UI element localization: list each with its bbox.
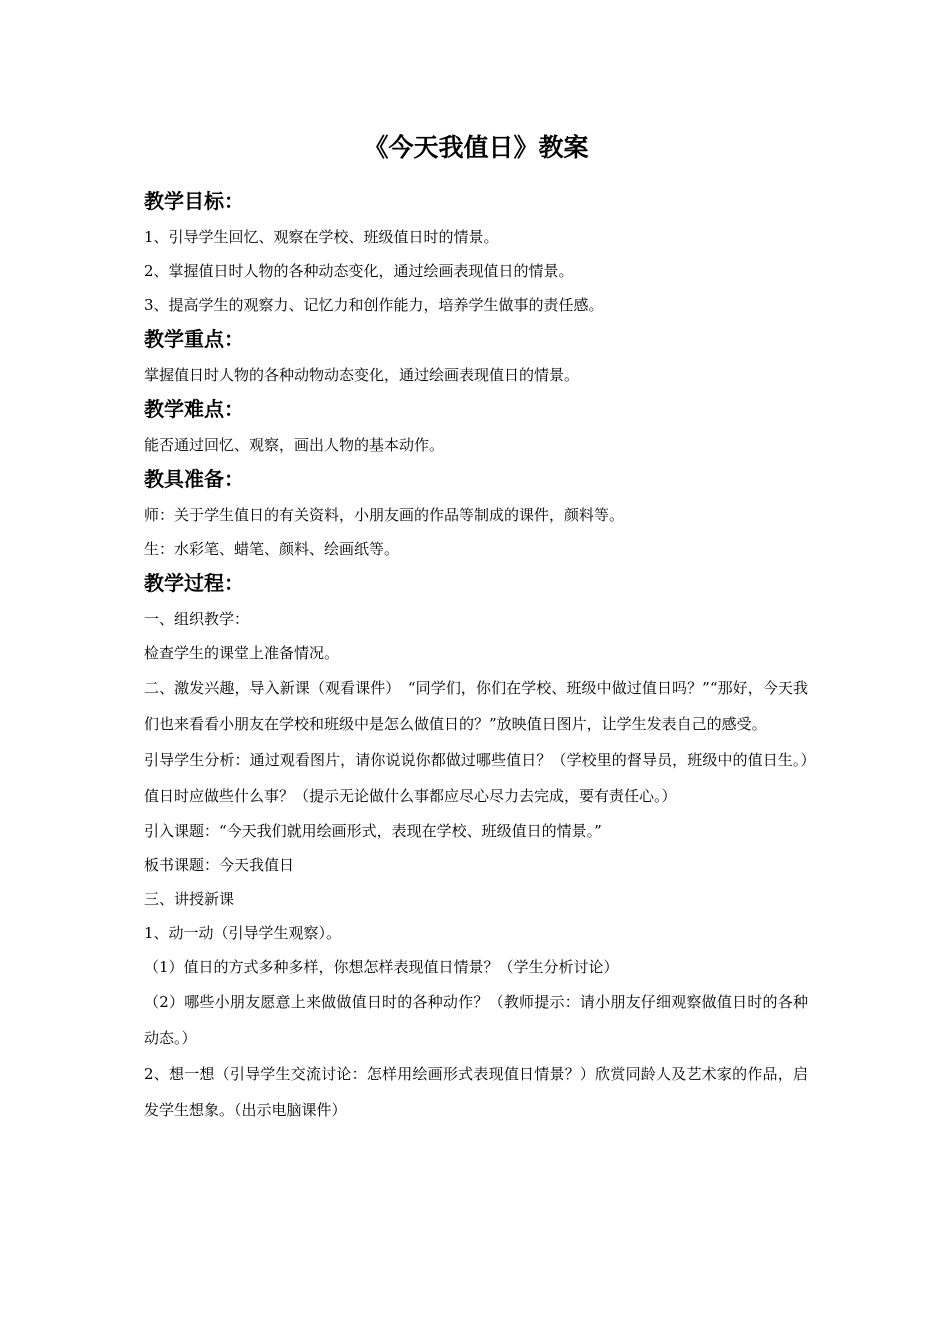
paragraph: 引入课题：“今天我们就用绘画形式，表现在学校、班级值日的情景。” [144, 822, 602, 840]
section-heading: 教学重点： [144, 327, 244, 351]
paragraph: 1、引导学生回忆、观察在学校、班级值日时的情景。 [144, 228, 499, 246]
paragraph: （2）哪些小朋友愿意上来做做值日时的各种动作？（教师提示：请小朋友仔细观察做值日时的各种动态。） [144, 993, 808, 1047]
section-heading: 教具准备： [144, 467, 244, 491]
section-materials [144, 462, 808, 566]
paragraph: 引导学生分析：通过观看图片，请你说说你都做过哪些值日？（学校里的督导员，班级中的值日生。）值日时应做些什么事？（提示无论做什么事都应尽心尽力去完成，要有责任心。） [144, 751, 808, 805]
paragraph: 2、掌握值日时人物的各种动态变化，通过绘画表现值日的情景。 [144, 262, 574, 280]
document-title: 《今天我值日》教案 [363, 133, 589, 162]
paragraph: 2、想一想（引导学生交流讨论：怎样用绘画形式表现值日情景？）欣赏同龄人及艺术家的作品，启发学生想象。（出示电脑课件） [144, 1065, 808, 1119]
paragraph: 3、提高学生的观察力、记忆力和创作能力，培养学生做事的责任感。 [144, 296, 604, 314]
paragraph: （1）值日的方式多种多样，你想怎样表现值日情景？（学生分析讨论） [144, 958, 619, 976]
paragraph: 一、组织教学： [144, 610, 250, 628]
section-heading: 教学过程： [144, 571, 244, 595]
section-heading: 教学目标： [144, 189, 244, 213]
section-process [144, 566, 808, 1128]
section-objectives [144, 184, 808, 322]
paragraph: 师：关于学生值日的有关资料，小朋友画的作品等制成的课件，颜料等。 [144, 506, 625, 524]
paragraph: 二、激发兴趣，导入新课（观看课件） “同学们，你们在学校、班级中做过值日吗？”“那好，今天我们也来看看小朋友在学校和班级中是怎么做值日的？”放映值日图片，让学生发表自己的感受。 [144, 679, 808, 733]
paragraph: 检查学生的课堂上准备情况。 [144, 644, 340, 662]
paragraph: 掌握值日时人物的各种动物动态变化，通过绘画表现值日的情景。 [144, 366, 580, 384]
section-key-points [144, 322, 808, 392]
paragraph: 1、动一动（引导学生观察）。 [144, 924, 342, 942]
paragraph: 三、讲授新课 [144, 890, 235, 908]
section-heading: 教学难点： [144, 397, 244, 421]
section-difficulties [144, 392, 808, 462]
paragraph: 生：水彩笔、蜡笔、颜料、绘画纸等。 [144, 540, 400, 558]
paragraph: 板书课题：今天我值日 [144, 856, 295, 874]
paragraph: 能否通过回忆、观察，画出人物的基本动作。 [144, 436, 445, 454]
document-body [144, 184, 808, 1128]
